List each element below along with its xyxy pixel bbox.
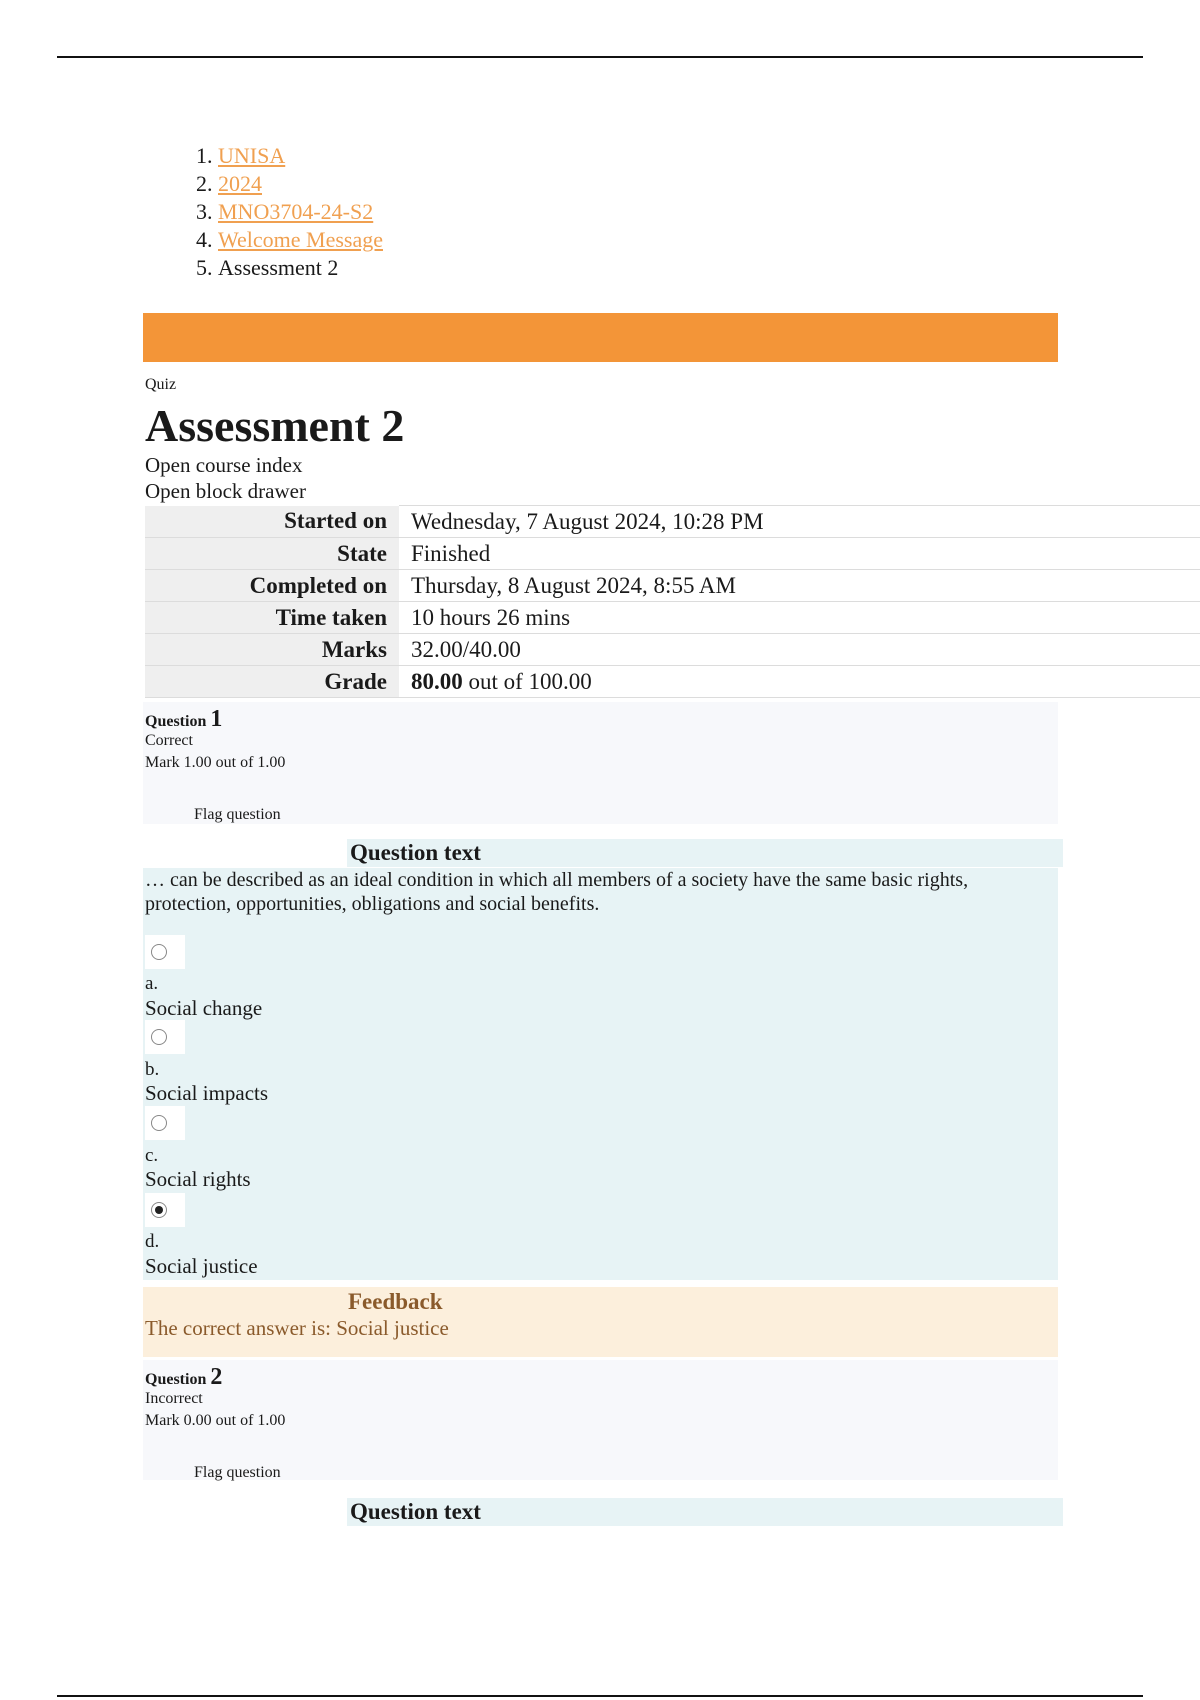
option-a-text: Social change <box>145 996 263 1020</box>
grade-out-of: out of 100.00 <box>462 668 592 694</box>
breadcrumb-item-current <box>218 254 383 282</box>
breadcrumb-current: Assessment 2 <box>218 255 339 280</box>
breadcrumb-item-year[interactable] <box>218 170 383 198</box>
breadcrumb-item-unisa[interactable] <box>218 142 383 170</box>
question-label: Question <box>145 713 207 730</box>
summary-value: Wednesday, 7 August 2024, 10:28 PM <box>399 506 1200 538</box>
question-mark: Mark 0.00 out of 1.00 <box>145 1412 286 1429</box>
breadcrumb-link-welcome[interactable]: Welcome Message <box>218 227 383 252</box>
question-2-info <box>143 1360 1058 1480</box>
breadcrumb-link-year[interactable]: 2024 <box>218 171 262 196</box>
summary-label: Grade <box>145 666 399 698</box>
flag-question-button[interactable]: Flag question <box>194 806 281 823</box>
summary-label: Marks <box>145 634 399 666</box>
option-a-letter: a. <box>145 973 159 994</box>
breadcrumb-link-unisa[interactable]: UNISA <box>218 143 286 168</box>
grade-score: 80.00 <box>411 668 463 694</box>
question-1-text-heading: Question text <box>347 839 1063 867</box>
option-a-radio[interactable] <box>145 935 185 969</box>
summary-value: Finished <box>399 538 1200 570</box>
option-c-text: Social rights <box>145 1167 251 1191</box>
question-1-info <box>143 702 1058 824</box>
top-rule <box>57 56 1143 58</box>
summary-value: 32.00/40.00 <box>399 634 1200 666</box>
question-state: Correct <box>145 732 193 749</box>
question-state: Incorrect <box>145 1390 203 1407</box>
summary-row-grade <box>145 666 1200 698</box>
summary-row-state <box>145 538 1200 570</box>
summary-row-started <box>145 506 1200 538</box>
attempt-summary-table <box>145 505 1200 698</box>
summary-label: Time taken <box>145 602 399 634</box>
option-d-text: Social justice <box>145 1254 258 1278</box>
question-2-text-heading: Question text <box>347 1498 1063 1526</box>
summary-row-marks <box>145 634 1200 666</box>
open-block-drawer-button[interactable]: Open block drawer <box>145 479 306 503</box>
question-prompt: … can be described as an ideal condition in which all members of a society have the same basic rights, protection, opportunities, obligations and social benefits. <box>145 869 969 915</box>
bottom-rule <box>57 1695 1143 1697</box>
question-number <box>145 1364 222 1391</box>
option-b-radio[interactable] <box>145 1020 185 1054</box>
breadcrumb-link-course[interactable]: MNO3704-24-S2 <box>218 199 374 224</box>
question-mark: Mark 1.00 out of 1.00 <box>145 754 286 771</box>
question-1-content <box>143 868 1058 1280</box>
option-d-letter: d. <box>145 1231 160 1252</box>
breadcrumb <box>180 142 383 282</box>
option-b-letter: b. <box>145 1059 160 1080</box>
question-number-value: 2 <box>210 1364 223 1390</box>
page-banner <box>143 313 1058 362</box>
breadcrumb-item-welcome[interactable] <box>218 226 383 254</box>
feedback-heading: Feedback <box>348 1289 443 1314</box>
radio-circle-icon <box>151 1115 167 1131</box>
breadcrumb-item-course[interactable] <box>218 198 383 226</box>
option-b-text: Social impacts <box>145 1081 269 1105</box>
flag-question-button[interactable]: Flag question <box>194 1464 281 1481</box>
option-c-letter: c. <box>145 1145 159 1166</box>
summary-label: Completed on <box>145 570 399 602</box>
question-1-feedback <box>143 1287 1058 1357</box>
question-label: Question <box>145 1371 207 1388</box>
feedback-text: The correct answer is: Social justice <box>145 1316 449 1340</box>
radio-circle-icon <box>151 944 167 960</box>
question-number-value: 1 <box>210 706 223 732</box>
summary-row-completed <box>145 570 1200 602</box>
summary-label: State <box>145 538 399 570</box>
summary-row-time-taken <box>145 602 1200 634</box>
activity-type-label: Quiz <box>145 376 177 393</box>
open-course-index-button[interactable]: Open course index <box>145 453 303 477</box>
page-title: Assessment 2 <box>145 400 405 451</box>
radio-checked-icon <box>151 1202 167 1218</box>
question-number <box>145 706 222 733</box>
summary-label: Started on <box>145 506 399 538</box>
option-d-radio[interactable] <box>145 1193 185 1227</box>
summary-value: 10 hours 26 mins <box>399 602 1200 634</box>
summary-value: Thursday, 8 August 2024, 8:55 AM <box>399 570 1200 602</box>
summary-grade-value <box>399 666 1200 698</box>
radio-circle-icon <box>151 1029 167 1045</box>
option-c-radio[interactable] <box>145 1106 185 1140</box>
